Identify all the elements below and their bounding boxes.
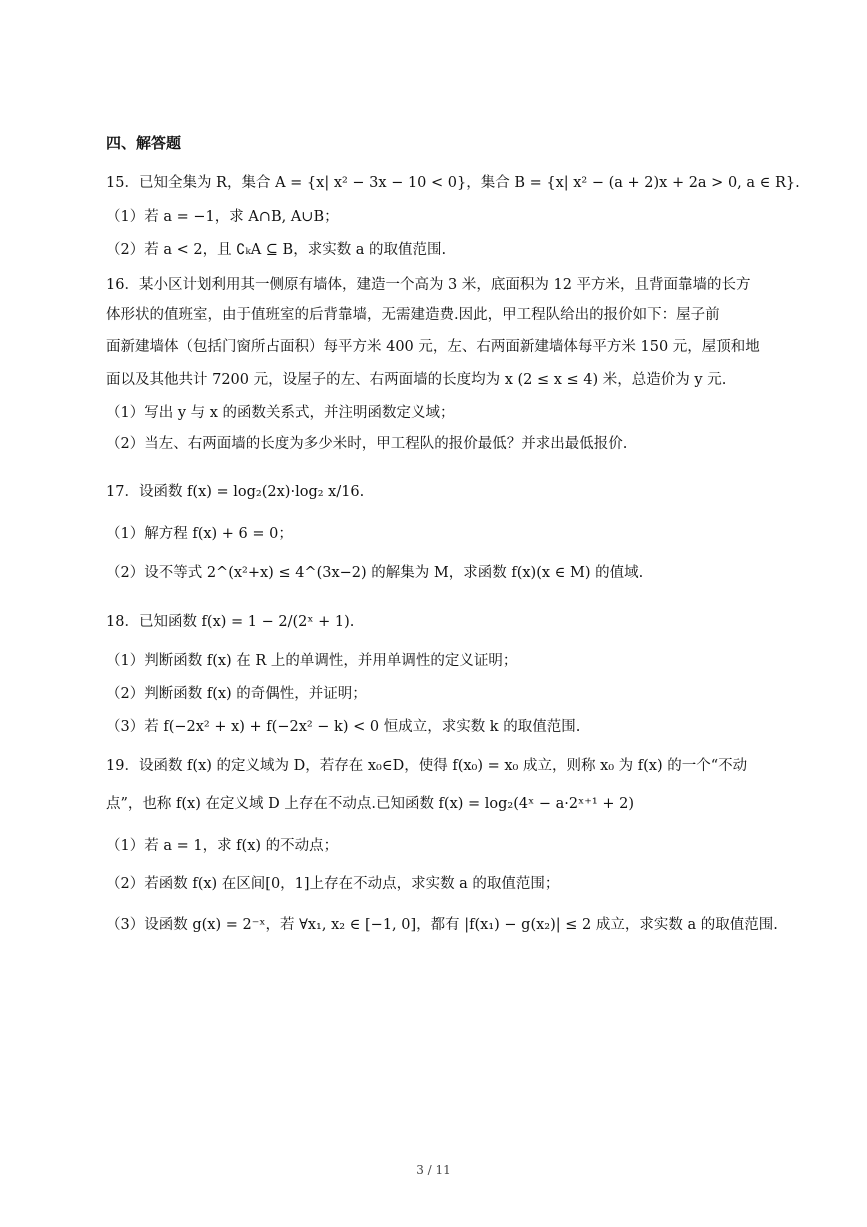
section-title: 四、解答题 bbox=[106, 134, 182, 152]
question-19-line-1: 19．设函数 f(x) 的定义域为 D，若存在 x₀∈D，使得 f(x₀) = x₀ 成立，则称 x₀ 为 f(x) 的一个“不动 bbox=[106, 758, 748, 774]
question-17-part-2: （2）设不等式 2^(x²+x) ≤ 4^(3x−2) 的解集为 M，求函数 f(x)(x ∈ M) 的值域. bbox=[106, 565, 644, 581]
page-indicator: 3 / 11 bbox=[416, 1163, 451, 1177]
question-19-part-3: （3）设函数 g(x) = 2⁻ˣ，若 ∀x₁, x₂ ∈ [−1, 0]，都有 |f(x₁) − g(x₂)| ≤ 2 成立，求实数 a 的取值范围. bbox=[106, 917, 778, 933]
question-18-part-2: （2）判断函数 f(x) 的奇偶性，并证明； bbox=[106, 686, 367, 702]
question-18-part-1: （1）判断函数 f(x) 在 R 上的单调性，并用单调性的定义证明； bbox=[106, 653, 518, 669]
question-17-stem: 17．设函数 f(x) = log₂(2x)·log₂ x/16. bbox=[106, 484, 365, 500]
question-17-part-1: （1）解方程 f(x) + 6 = 0； bbox=[106, 526, 293, 542]
question-16-line-2: 体形状的值班室，由于值班室的后背靠墙，无需建造费.因此，甲工程队给出的报价如下：屋子前 bbox=[106, 307, 720, 323]
question-18-part-3: （3）若 f(−2x² + x) + f(−2x² − k) < 0 恒成立，求实数 k 的取值范围. bbox=[106, 719, 581, 735]
question-16-line-3: 面新建墙体（包括门窗所占面积）每平方米 400 元，左、右两面新建墙体每平方米 150 元，屋顶和地 bbox=[106, 339, 760, 355]
question-15-stem: 15．已知全集为 R，集合 A = {x| x² − 3x − 10 < 0}，集合 B = {x| x² − (a + 2)x + 2a > 0, a ∈ R}. bbox=[106, 175, 800, 191]
question-19-part-1: （1）若 a = 1，求 f(x) 的不动点； bbox=[106, 838, 339, 854]
question-15-part-1: （1）若 a = −1，求 A∩B, A∪B； bbox=[106, 209, 339, 225]
question-16-line-1: 16．某小区计划利用其一侧原有墙体，建造一个高为 3 米，底面积为 12 平方米，且背面靠墙的长方 bbox=[106, 277, 751, 293]
question-16-part-2: （2）当左、右两面墙的长度为多少米时，甲工程队的报价最低？并求出最低报价. bbox=[106, 436, 628, 452]
question-15-part-2: （2）若 a < 2，且 ∁ₖA ⊆ B，求实数 a 的取值范围. bbox=[106, 242, 447, 258]
question-16-part-1: （1）写出 y 与 x 的函数关系式，并注明函数定义域； bbox=[106, 405, 455, 421]
question-16-line-4: 面以及其他共计 7200 元，设屋子的左、右两面墙的长度均为 x (2 ≤ x ≤ 4) 米，总造价为 y 元. bbox=[106, 372, 727, 388]
question-19-part-2: （2）若函数 f(x) 在区间[0，1]上存在不动点，求实数 a 的取值范围； bbox=[106, 876, 560, 892]
question-18-stem: 18．已知函数 f(x) = 1 − 2/(2ˣ + 1). bbox=[106, 614, 355, 630]
question-19-line-2: 点”，也称 f(x) 在定义域 D 上存在不动点.已知函数 f(x) = log₂(4ˣ − a·2ˣ⁺¹ + 2) bbox=[106, 796, 634, 812]
